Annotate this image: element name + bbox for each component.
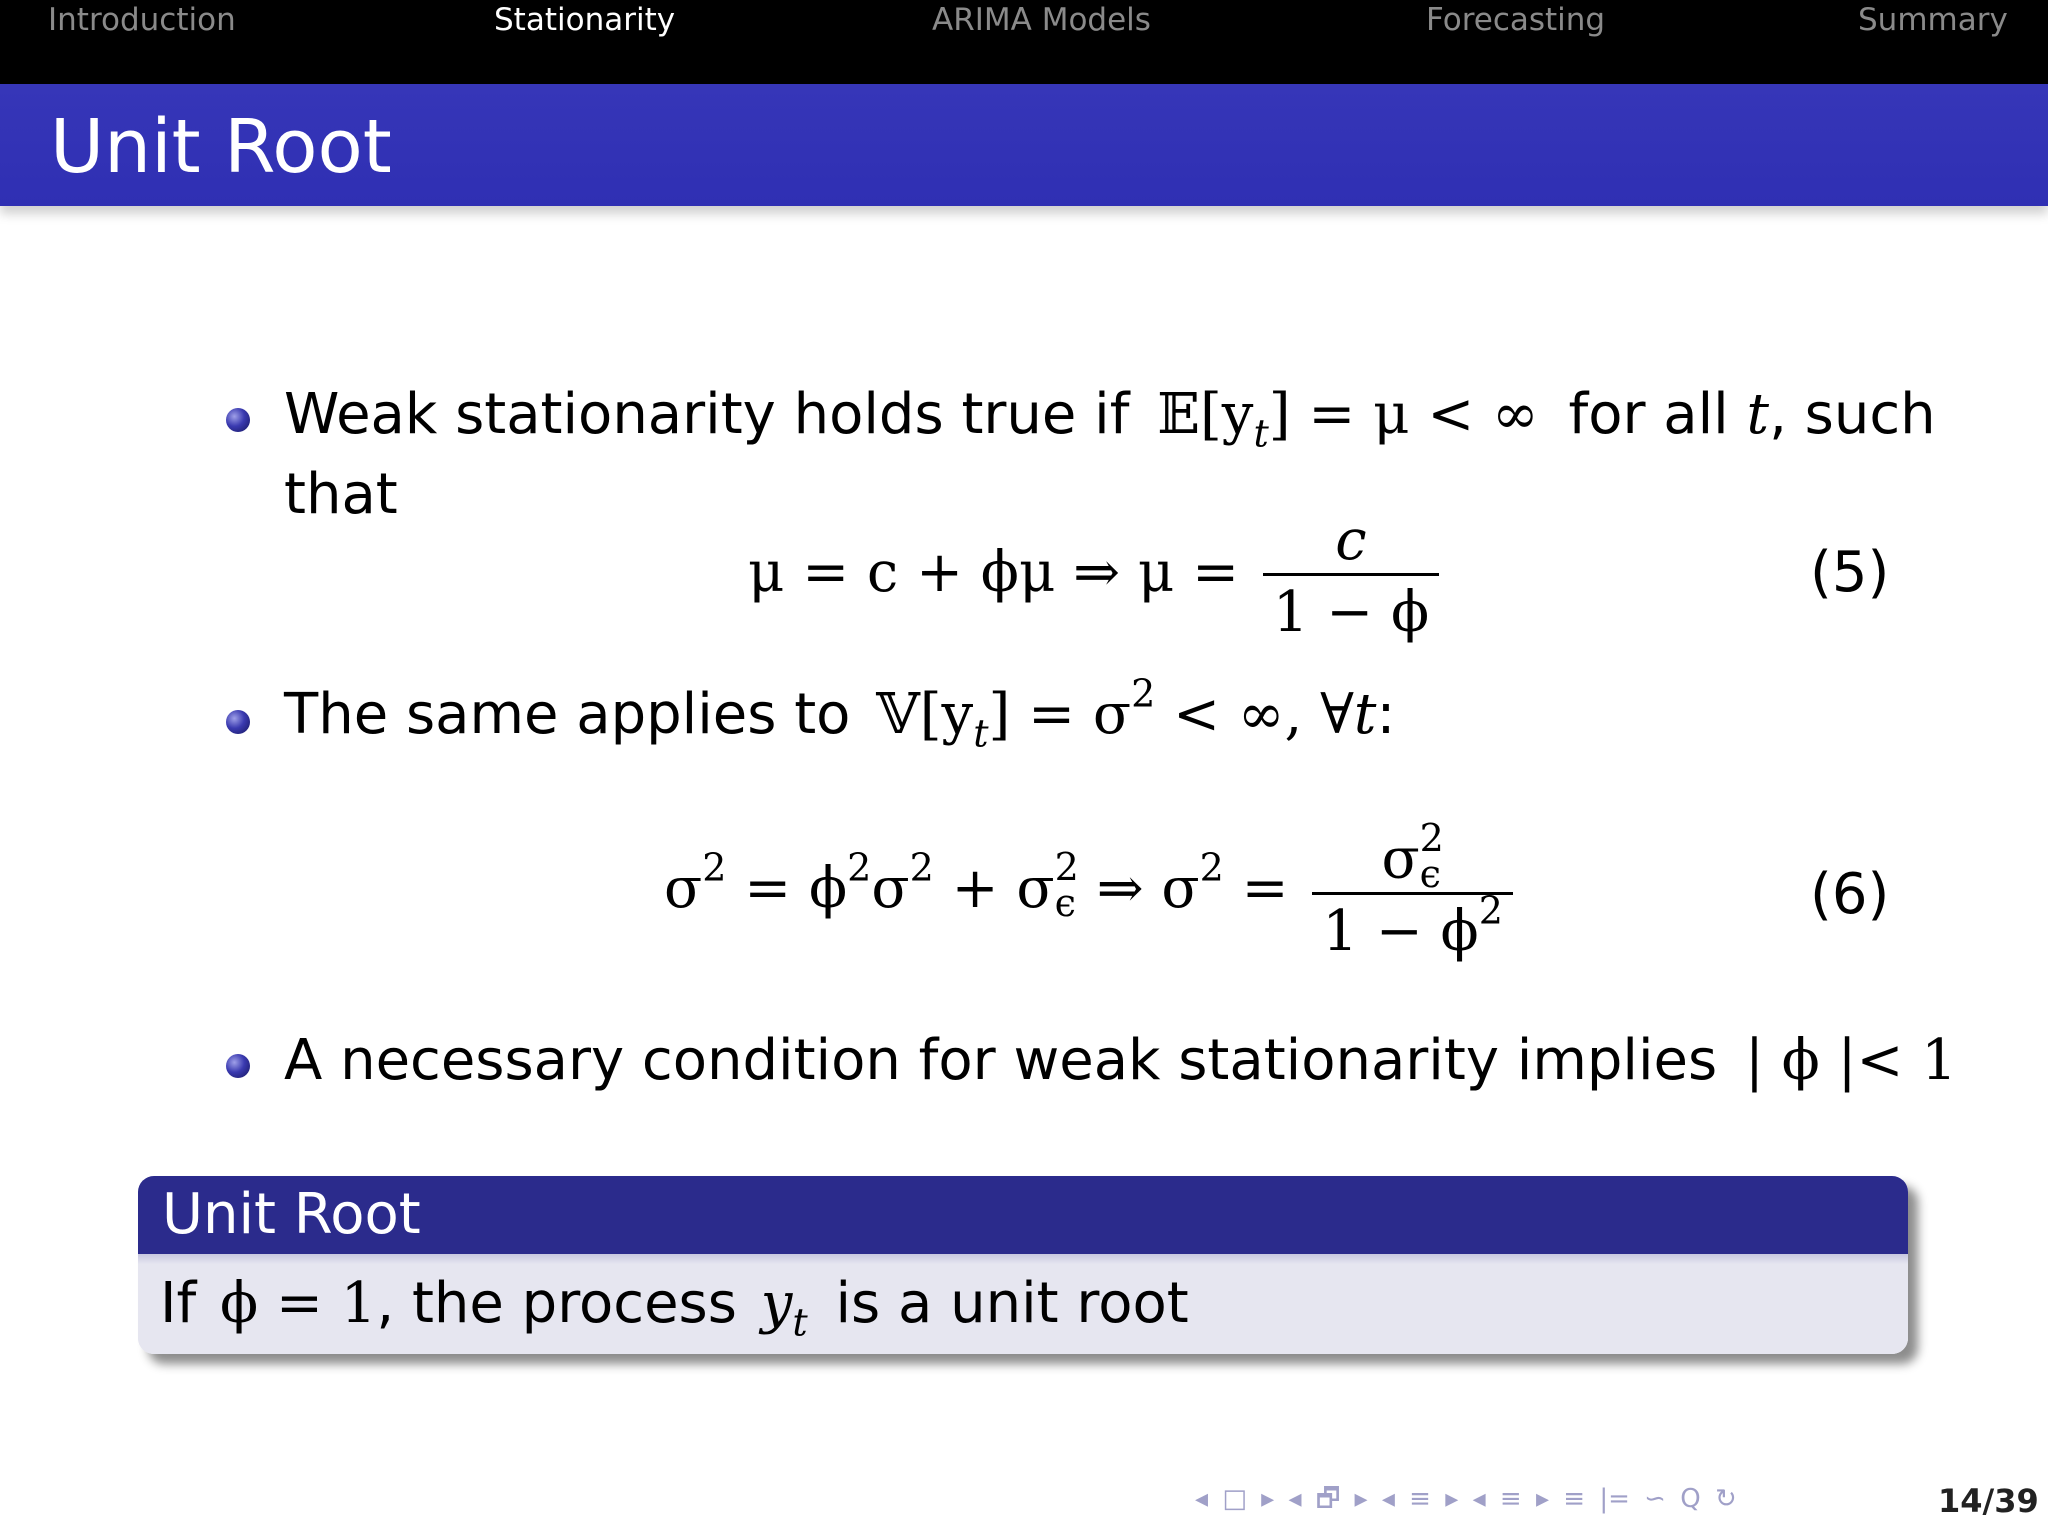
search-icon[interactable]: Q [1680, 1484, 1701, 1514]
beamer-navigation-symbols[interactable] [1195, 1480, 1743, 1524]
back-icon[interactable]: ∽ [1644, 1484, 1666, 1514]
slide-icon[interactable]: □ [1222, 1484, 1247, 1514]
prev-slide-icon[interactable]: ◂ [1195, 1484, 1209, 1514]
next-slide-icon[interactable]: ▸ [1261, 1484, 1275, 1514]
next-section-icon[interactable]: ▸ [1535, 1484, 1550, 1514]
section-icon[interactable]: ≡ [1499, 1484, 1522, 1514]
section-navigation [0, 0, 2048, 84]
equation-5-fraction: $\frac{c}{1 - \phi}$ [1263, 508, 1439, 645]
prev-section-icon[interactable]: ◂ [1472, 1484, 1486, 1514]
document-icon[interactable]: ≡ [1563, 1484, 1586, 1514]
nav-item-arima-models[interactable]: ARIMA Models [932, 2, 1151, 38]
equation-6: $\sigma^2 = \phi^2\sigma^2 + \sigma$ 2 ϵ ⇒ $\sigma^2$ = σ 2 ϵ $1 - \phi^2$ [664, 820, 1519, 964]
bullet-1-line-1: Weak stationarity holds true if $𝔼[y_t] = \mu$ < ∞ for all t, such [284, 382, 1936, 456]
slide-title: Unit Root [50, 104, 392, 190]
nav-item-summary[interactable]: Summary [1858, 2, 2008, 38]
bullet-1-line-2: that [284, 462, 398, 527]
bullet-2-line: The same applies to $𝕍[y_t] = \sigma^2$ < ∞, ∀t: [284, 671, 1396, 756]
slide-title-bar [0, 84, 2048, 206]
nav-item-forecasting[interactable]: Forecasting [1426, 2, 1606, 38]
bullet-3-line: A necessary condition for weak stationarity implies | ϕ |< 1 [284, 1028, 1957, 1093]
subsection-icon[interactable]: ≡ [1409, 1484, 1431, 1514]
bullet-marker [226, 1054, 250, 1078]
bullet-marker [226, 710, 250, 734]
nav-item-stationarity[interactable]: Stationarity [494, 2, 676, 38]
bullet-marker [226, 408, 250, 432]
equation-5: μ = c + ϕμ ⇒ μ = $\frac{c}{1 - \phi}$ [748, 508, 1445, 645]
nav-item-introduction[interactable]: Introduction [48, 2, 236, 38]
unit-root-block [138, 1176, 1908, 1354]
next-subsection-icon[interactable]: ▸ [1445, 1484, 1459, 1514]
equation-6-fraction: σ 2 ϵ $1 - \phi^2$ [1312, 820, 1513, 964]
prev-frame-icon[interactable]: ◂ [1288, 1484, 1302, 1514]
page-number: 14/39 [1938, 1482, 2039, 1520]
appendix-icon[interactable]: |= [1599, 1484, 1630, 1514]
equation-6-number: (6) [1810, 862, 1890, 927]
frame-icon[interactable]: 🗗 [1315, 1484, 1341, 1514]
forward-icon[interactable]: ↻ [1714, 1484, 1737, 1514]
prev-subsection-icon[interactable]: ◂ [1381, 1484, 1395, 1514]
equation-5-number: (5) [1810, 540, 1890, 605]
next-frame-icon[interactable]: ▸ [1354, 1484, 1368, 1514]
block-title: Unit Root [138, 1176, 1908, 1254]
block-body: If ϕ = 1, the process $y_t$ is a unit root [138, 1254, 1908, 1354]
